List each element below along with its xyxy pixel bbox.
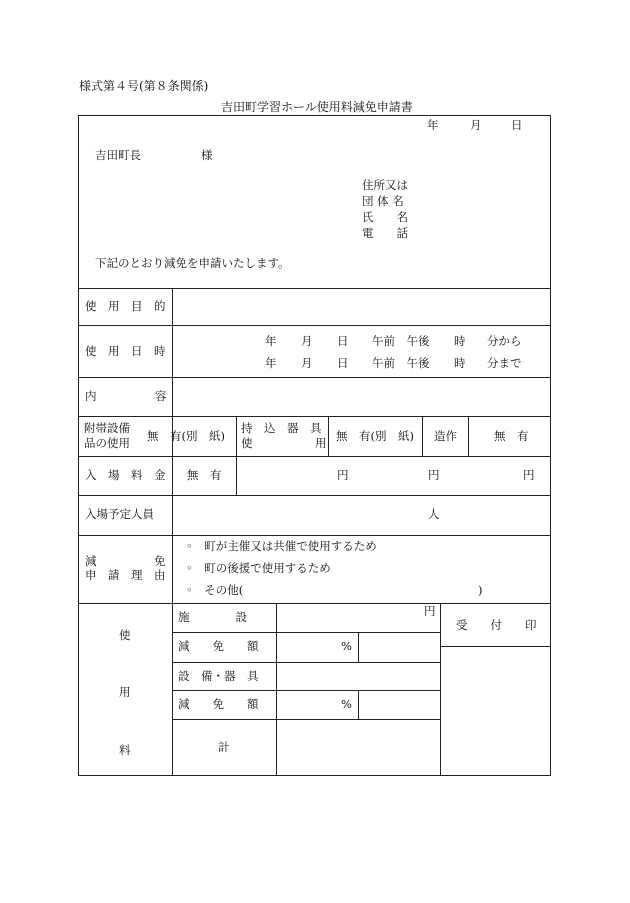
equipment-label-2: 品の使用 [84,436,130,450]
reason-option-3-close: ) [478,583,483,597]
datetime-end-tail: 分まで [487,356,522,370]
construction-value: 無 有 [494,429,529,443]
equipment-percent: % [341,697,352,711]
reason-option-1: ◦ 町が主催又は共催で使用するため [186,539,377,553]
frame-left [78,115,79,776]
label-divider [172,288,173,776]
datetime-start-hour: 時 [454,334,466,348]
fee-yen-1: 円 [337,468,349,482]
col-line [468,416,469,456]
row-line [440,646,551,647]
equipment-value: 無 有(別 紙) [147,429,225,443]
carry-in-label-2a: 使 [241,436,253,450]
row-line [78,416,551,417]
honorific: 様 [201,148,213,162]
datetime-start-month: 月 [301,334,313,348]
row-line [78,535,551,536]
col-line [328,416,329,456]
equipment-label-1: 附帯設備 [84,421,130,435]
col-line [358,632,359,662]
addressee: 吉田町長 [95,148,141,162]
row-line [78,456,551,457]
request-statement: 下記のとおり減免を申請いたします。 [95,256,290,270]
col-line [358,690,359,719]
row-line [78,377,551,378]
usage-fee-char-2: 用 [119,685,131,699]
facility-reduction-label: 減 免 額 [178,639,259,653]
content-label-right: 容 [155,389,167,403]
receipt-stamp-label: 受 付 印 [456,618,537,632]
datetime-start-tail: 分から [487,334,522,348]
equipment-reduction-label: 減 免 額 [178,697,259,711]
reason-label-1: 減 免 [85,554,166,568]
reason-label-2: 申 請 理 由 [85,568,166,582]
fee-yen-2: 円 [428,468,440,482]
datetime-end-month: 月 [301,356,313,370]
purpose-label: 使 用 目 的 [85,299,166,313]
facility-label: 施 設 [178,610,247,624]
form-title: 吉田町学習ホール使用料減免申請書 [221,100,413,114]
applicant-group-label: 団 体 名 [362,194,404,208]
reason-option-2: ◦ 町の後援で使用するため [186,561,331,575]
datetime-label: 使 用 日 時 [85,344,166,358]
applicant-phone-label: 電 話 [362,226,408,240]
admission-fee-value: 無 有 [187,468,222,482]
col-line [422,416,423,456]
applicant-name-label: 氏 名 [362,210,408,224]
row-line [172,719,441,720]
row-line [78,495,551,496]
carry-in-label-1: 持 込 器 具 [241,421,322,435]
row-line [78,288,551,289]
frame-right [550,115,551,776]
row-line [78,603,551,604]
content-label-left: 内 [85,389,97,403]
equipment-fee-label: 設 備・器 具 [178,669,259,683]
attendance-label: 入場予定人員 [85,507,154,521]
usage-fee-char-1: 使 [119,628,131,642]
row-line [172,690,441,691]
datetime-start-day: 日 [337,334,349,348]
facility-percent: % [341,639,352,653]
form-number: 様式第４号(第８条関係) [79,79,209,93]
admission-fee-label: 入 場 料 金 [85,468,166,482]
fee-yen-3: 円 [523,468,535,482]
date-day: 日 [511,118,523,132]
construction-label: 造作 [434,429,457,443]
col-line [236,416,237,496]
datetime-start-ampm: 午前 午後 [372,334,430,348]
applicant-address-label: 住所又は [362,178,408,192]
date-month: 月 [470,118,482,132]
total-label: 計 [218,740,230,754]
attendance-unit: 人 [428,507,440,521]
facility-yen: 円 [424,604,436,618]
datetime-end-hour: 時 [454,356,466,370]
date-year: 年 [427,118,439,132]
datetime-start-year: 年 [265,334,277,348]
reason-option-3: ◦ その他( [186,583,244,597]
datetime-end-day: 日 [337,356,349,370]
datetime-end-ampm: 午前 午後 [372,356,430,370]
row-line [172,632,441,633]
usage-fee-char-3: 料 [119,743,131,757]
row-line [172,662,441,663]
row-line [78,325,551,326]
carry-in-value: 無 有(別 紙) [336,429,414,443]
frame-bottom [78,775,551,776]
frame-top [78,115,551,116]
datetime-end-year: 年 [265,356,277,370]
carry-in-label-2b: 用 [315,436,327,450]
